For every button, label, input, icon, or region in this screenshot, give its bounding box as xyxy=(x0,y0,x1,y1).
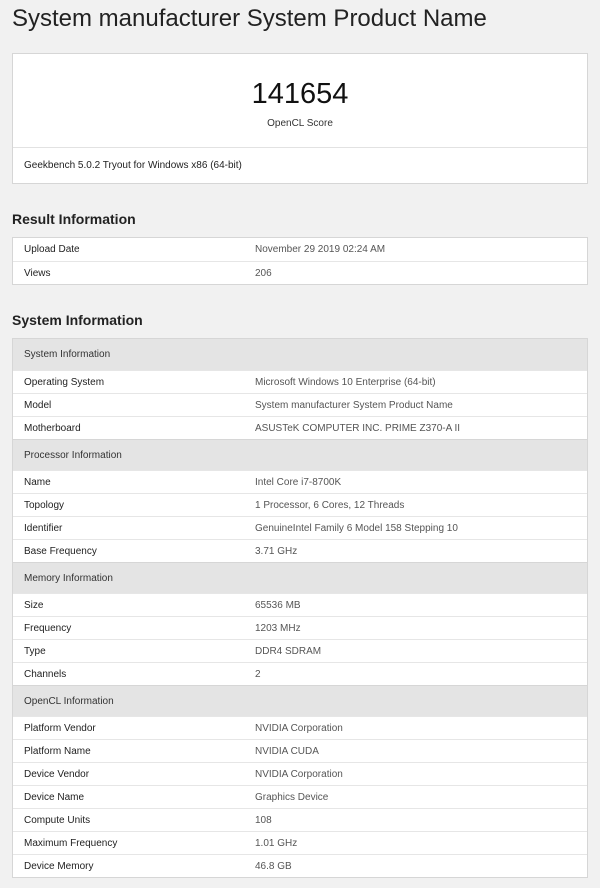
row-key: Name xyxy=(24,477,51,488)
row-value: 1.01 GHz xyxy=(255,838,298,849)
table-row xyxy=(13,616,587,639)
table-row xyxy=(13,516,587,539)
row-value: Graphics Device xyxy=(255,792,329,803)
row-value: GenuineIntel Family 6 Model 158 Stepping 10 xyxy=(255,523,458,534)
page-title: System manufacturer System Product Name xyxy=(12,5,487,32)
table-row xyxy=(13,662,587,685)
row-key: Upload Date xyxy=(24,244,80,255)
table-row xyxy=(13,593,587,616)
row-value: System manufacturer System Product Name xyxy=(255,400,453,411)
row-value: ASUSTeK COMPUTER INC. PRIME Z370-A II xyxy=(255,423,461,434)
group-header xyxy=(13,339,587,370)
row-value: 2 xyxy=(255,669,261,680)
row-value: NVIDIA Corporation xyxy=(255,769,343,780)
row-value: 65536 MB xyxy=(255,600,301,611)
group-title: Processor Information xyxy=(24,450,122,461)
row-key: Topology xyxy=(24,500,65,511)
group-header xyxy=(13,685,587,716)
row-value: 108 xyxy=(255,815,272,826)
table-row xyxy=(13,854,587,877)
row-key: Device Name xyxy=(24,792,85,803)
result-information-table xyxy=(12,237,588,285)
group-title: Memory Information xyxy=(24,573,113,584)
table-row xyxy=(13,261,587,284)
opencl-score-label: OpenCL Score xyxy=(267,118,333,129)
group-title: System Information xyxy=(24,349,111,360)
row-key: Platform Vendor xyxy=(24,723,96,734)
table-row xyxy=(13,762,587,785)
system-information-table xyxy=(12,338,588,878)
opencl-score-value: 141654 xyxy=(251,78,349,110)
table-row xyxy=(13,716,587,739)
group-header xyxy=(13,439,587,470)
row-value: 206 xyxy=(255,268,272,279)
row-key: Model xyxy=(24,400,52,411)
row-key: Type xyxy=(24,646,46,657)
group-header xyxy=(13,562,587,593)
row-value: NVIDIA CUDA xyxy=(255,746,319,757)
row-value: Intel Core i7-8700K xyxy=(255,477,342,488)
table-row xyxy=(13,639,587,662)
table-row xyxy=(13,416,587,439)
row-key: Motherboard xyxy=(24,423,81,434)
table-row xyxy=(13,470,587,493)
row-key: Operating System xyxy=(24,377,105,388)
row-key: Compute Units xyxy=(24,815,91,826)
table-row xyxy=(13,238,587,261)
table-row xyxy=(13,539,587,562)
table-row xyxy=(13,493,587,516)
row-key: Identifier xyxy=(24,523,63,534)
row-key: Views xyxy=(24,268,51,279)
row-key: Device Memory xyxy=(24,861,94,872)
row-value: 3.71 GHz xyxy=(255,546,298,557)
row-value: 1 Processor, 6 Cores, 12 Threads xyxy=(255,500,405,511)
table-row xyxy=(13,831,587,854)
row-value: DDR4 SDRAM xyxy=(255,646,322,657)
geekbench-version: Geekbench 5.0.2 Tryout for Windows x86 (64-bit) xyxy=(24,160,242,171)
result-information-heading: Result Information xyxy=(12,211,136,227)
table-row xyxy=(13,808,587,831)
score-divider xyxy=(13,147,587,148)
table-row xyxy=(13,393,587,416)
row-value: NVIDIA Corporation xyxy=(255,723,343,734)
row-key: Frequency xyxy=(24,623,72,634)
row-key: Device Vendor xyxy=(24,769,90,780)
row-value: 1203 MHz xyxy=(255,623,301,634)
group-title: OpenCL Information xyxy=(24,696,114,707)
row-value: 46.8 GB xyxy=(255,861,292,872)
row-value: Microsoft Windows 10 Enterprise (64-bit) xyxy=(255,377,436,388)
row-key: Base Frequency xyxy=(24,546,97,557)
table-row xyxy=(13,739,587,762)
table-row xyxy=(13,785,587,808)
score-card xyxy=(12,53,588,184)
row-key: Channels xyxy=(24,669,67,680)
row-key: Maximum Frequency xyxy=(24,838,118,849)
table-row xyxy=(13,370,587,393)
row-key: Platform Name xyxy=(24,746,91,757)
row-value: November 29 2019 02:24 AM xyxy=(255,244,386,255)
system-information-heading: System Information xyxy=(12,312,143,328)
row-key: Size xyxy=(24,600,44,611)
